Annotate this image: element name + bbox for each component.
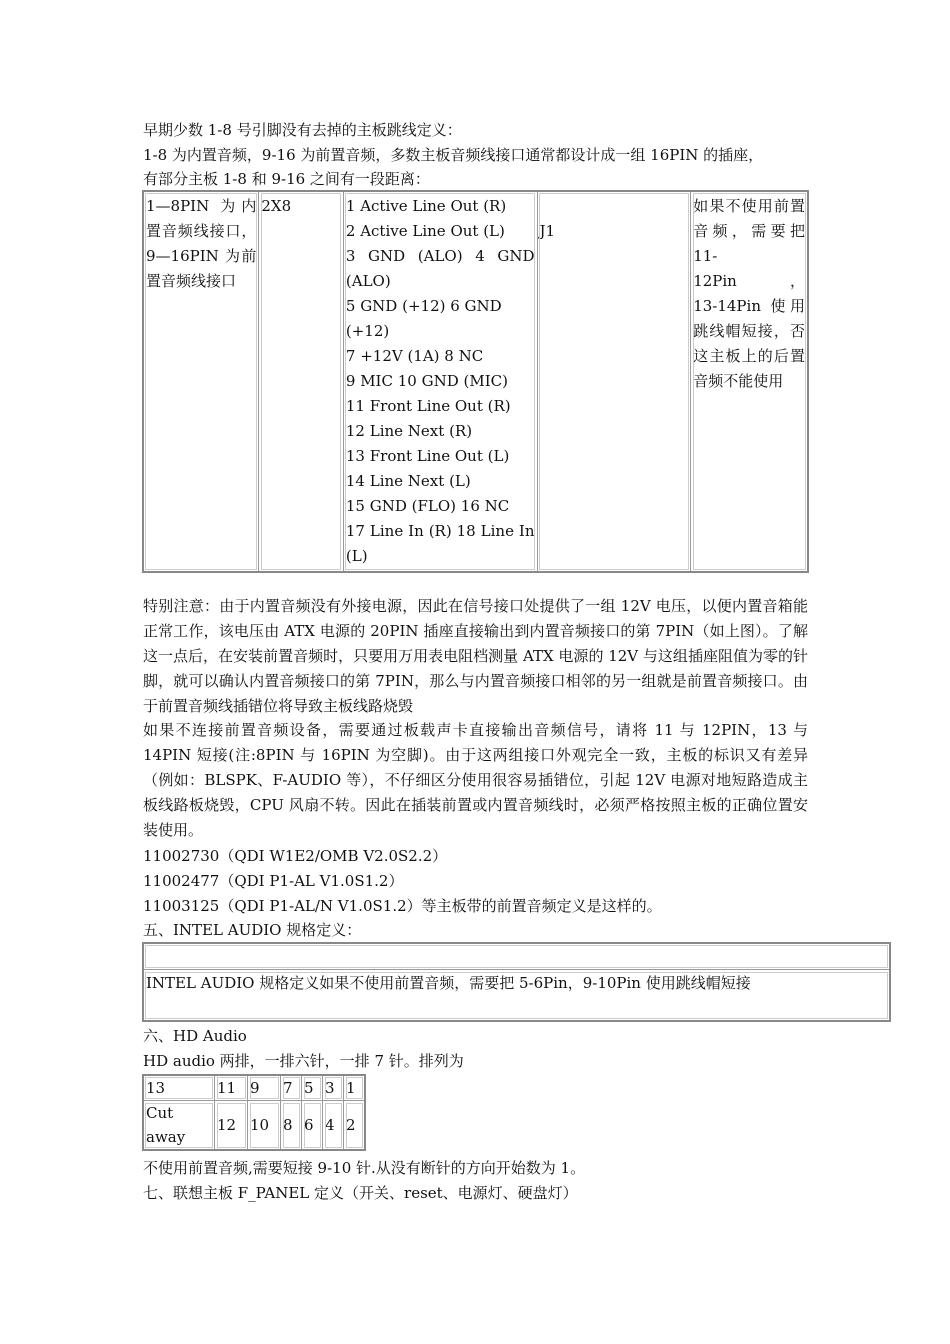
pin-cell: 7 (281, 1075, 302, 1101)
table-row (143, 970, 890, 1021)
pin-item: 13 Front Line Out (L) (345, 447, 510, 465)
pin-cell: 2 (344, 1101, 366, 1151)
jumper-note: 如果不使用前置音频，需要把 11-12Pin ，13-14Pin 使用跳线帽短接，否这主板上的后置音频不能使用 (691, 191, 808, 572)
hd-audio-pin-table (142, 1074, 366, 1151)
model-line-3: 11003125（QDI P1-AL/N V1.0S1.2）等主板带的前置音频定义是这样的。 (143, 897, 662, 915)
pin-item: 2 Active Line Out (L) (345, 222, 505, 240)
pin-cell: 5 (302, 1075, 323, 1101)
pin-cell: 1 (344, 1075, 366, 1101)
pin-cell: 8 (281, 1101, 302, 1151)
pin-cell: 4 (323, 1101, 344, 1151)
section-7-title: 七、联想主板 F_PANEL 定义（开关、reset、电源灯、硬盘灯） (143, 1184, 578, 1202)
model-line-1: 11002730（QDI W1E2/OMB V2.0S2.2） (143, 847, 448, 865)
table-row (143, 1075, 365, 1101)
intel-audio-definition: INTEL AUDIO 规格定义如果不使用前置音频，需要把 5-6Pin，9-10Pin 使用跳线帽短接 (143, 970, 890, 1021)
intro-line-1: 早期少数 1-8 号引脚没有去掉的主板跳线定义： (143, 121, 462, 139)
note-paragraph-2: 如果不连接前置音频设备，需要通过板载声卡直接输出音频信号，请将 11 与 12PIN，13 与 14PIN 短接(注:8PIN 与 16PIN 为空脚)。由于这两组接口外观完全一致，主板的标识又有差异（例如：BLSPK、F-AUDIO 等），不仔细区分使用很容易插错位，引起 12V 电源对地短路造成主板线路板烧毁，CPU 风扇不转。因此在插装前置或内置音频线时，必须严格按照主板的正确位置安装使用。 (143, 721, 808, 839)
table-row (143, 943, 890, 970)
pin-cell: 13 (143, 1075, 215, 1101)
intro-line-3: 有部分主板 1-8 和 9-16 之间有一段距离： (143, 170, 430, 188)
connector-label: J1 (537, 191, 691, 572)
model-line-2: 11002477（QDI P1-AL V1.0S1.2） (143, 872, 404, 890)
connector-size: 2X8 (259, 191, 344, 572)
table-row (143, 191, 808, 572)
intro-line-2: 1-8 为内置音频，9-16 为前置音频，多数主板音频线接口通常都设计成一组 16PIN 的插座， (143, 146, 764, 164)
pin-group-description: 1—8PIN 为内置音频线接口，9—16PIN 为前置音频线接口 (143, 191, 259, 572)
pin-cell: 3 (323, 1075, 344, 1101)
pin-cell: 12 (215, 1101, 248, 1151)
table-row (143, 1101, 365, 1151)
pin-cell: 11 (215, 1075, 248, 1101)
section-6-title: 六、HD Audio (143, 1027, 247, 1045)
pin-cell: Cut away (143, 1101, 215, 1151)
pin-item: 15 GND (FLO) 16 NC (345, 497, 510, 515)
empty-cell (143, 943, 890, 970)
audio-pin-table (142, 190, 809, 573)
pin-item: 9 MIC 10 GND (MIC) (345, 372, 508, 390)
pin-item: 11 Front Line Out (R) (345, 397, 511, 415)
pin-item: 12 Line Next (R) (345, 422, 473, 440)
pin-cell: 9 (248, 1075, 281, 1101)
pin-item: 1 Active Line Out (R) (345, 197, 507, 215)
pin-item: 5 GND (+12) 6 GND (+12) (345, 297, 502, 340)
section-6-note: 不使用前置音频,需要短接 9-10 针.从没有断针的方向开始数为 1。 (143, 1159, 586, 1177)
pin-list (343, 191, 537, 572)
note-paragraph-1: 特别注意：由于内置音频没有外接电源，因此在信号接口处提供了一组 12V 电压，以便内置音箱能正常工作，该电压由 ATX 电源的 20PIN 插座直接输出到内置音频接口的第 7PIN（如上图）。了解这一点后，在安装前置音频时，只要用万用表电阻档测量 ATX 电源的 12V 与这组插座阻值为零的针脚，就可以确认内置音频接口的第 7PIN，那么与内置音频接口相邻的另一组就是前置音频接口。由于前置音频线插错位将导致主板线路烧毁 (143, 597, 808, 715)
pin-item: 3 GND (ALO) 4 GND (ALO) (345, 247, 535, 290)
pin-item: 14 Line Next (L) (345, 472, 471, 490)
pin-cell: 6 (302, 1101, 323, 1151)
pin-item: 7 +12V (1A) 8 NC (345, 347, 484, 365)
section-6-description: HD audio 两排，一排六针，一排 7 针。排列为 (143, 1052, 464, 1070)
section-5-title: 五、INTEL AUDIO 规格定义： (143, 921, 362, 939)
pin-cell: 10 (248, 1101, 281, 1151)
pin-item: 17 Line In (R) 18 Line In (L) (345, 522, 535, 565)
intel-audio-table (142, 942, 891, 1022)
